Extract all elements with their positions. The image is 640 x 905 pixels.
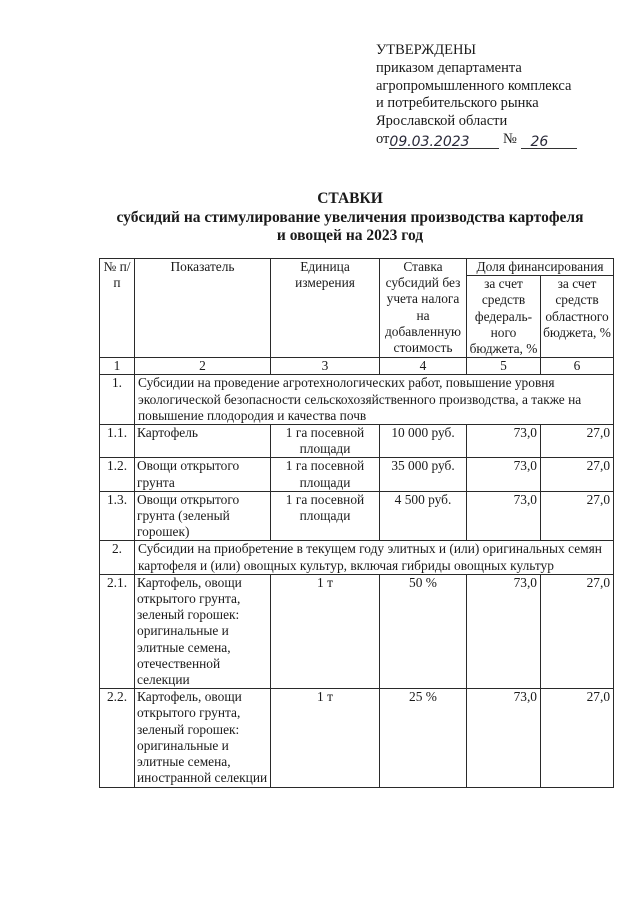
- header-federal: за счет средств федераль-ного бюджета, %: [467, 276, 541, 358]
- row-num: 1.2.: [100, 458, 135, 491]
- row-num: 1.1.: [100, 425, 135, 458]
- column-number: 2: [135, 358, 271, 375]
- row-federal: 73,0: [467, 574, 541, 688]
- date-prefix: от: [376, 130, 390, 147]
- row-rate: 10 000 руб.: [380, 425, 467, 458]
- row-num: 2.2.: [100, 689, 135, 787]
- header-rate: Ставка субсидий без учета налога на добавленную стоимость: [380, 259, 467, 358]
- table-row: [100, 689, 614, 787]
- header-num: № п/п: [100, 259, 135, 358]
- row-regional: 27,0: [541, 425, 614, 458]
- row-unit: 1 т: [271, 574, 380, 688]
- row-unit: 1 га посевной площади: [271, 425, 380, 458]
- header-indicator: Показатель: [135, 259, 271, 358]
- row-unit: 1 т: [271, 689, 380, 787]
- title-main: СТАВКИ: [317, 190, 383, 207]
- column-number: 1: [100, 358, 135, 375]
- table-row: [100, 425, 614, 458]
- row-indicator: Овощи открытого грунта: [135, 458, 271, 491]
- row-regional: 27,0: [541, 491, 614, 541]
- row-indicator: Картофель: [135, 425, 271, 458]
- table-row: [100, 541, 614, 574]
- approval-line: УТВЕРЖДЕНЫ: [376, 42, 477, 58]
- approval-line: Ярославской области: [376, 113, 508, 130]
- document-title: [0, 190, 640, 246]
- order-date: 09.03.2023: [389, 133, 470, 150]
- approval-line: и потребительского рынка: [376, 95, 539, 112]
- table-row: [100, 491, 614, 541]
- column-number: 3: [271, 358, 380, 375]
- row-rate: 4 500 руб.: [380, 491, 467, 541]
- row-indicator: Овощи открытого грунта (зеленый горошек): [135, 491, 271, 541]
- header-unit: Единица измерения: [271, 259, 380, 358]
- row-federal: 73,0: [467, 689, 541, 787]
- row-rate: 50 %: [380, 574, 467, 688]
- row-rate: 35 000 руб.: [380, 458, 467, 491]
- row-federal: 73,0: [467, 458, 541, 491]
- row-rate: 25 %: [380, 689, 467, 787]
- row-unit: 1 га посевной площади: [271, 491, 380, 541]
- row-indicator: Картофель, овощи открытого грунта, зеленый горошек: оригинальные и элитные семена, отечественной селекции: [135, 574, 271, 688]
- column-number: 4: [380, 358, 467, 375]
- row-federal: 73,0: [467, 425, 541, 458]
- row-regional: 27,0: [541, 458, 614, 491]
- column-number: 5: [467, 358, 541, 375]
- rates-table: [99, 258, 614, 788]
- approval-line: агропромышленного комплекса: [376, 77, 572, 94]
- column-number-row: [100, 358, 614, 375]
- header-share: Доля финансирования: [467, 259, 614, 276]
- table-row: [100, 458, 614, 491]
- row-federal: 73,0: [467, 491, 541, 541]
- table-row: [100, 375, 614, 425]
- row-regional: 27,0: [541, 574, 614, 688]
- order-number: 26: [530, 133, 549, 150]
- row-unit: 1 га посевной площади: [271, 458, 380, 491]
- table-body: [100, 358, 614, 787]
- section-text: Субсидии на приобретение в текущем году элитных и (или) оригинальных семян картофеля и (или) овощных культур, включая гибриды овощных культур: [135, 541, 614, 574]
- number-prefix: №: [503, 130, 517, 147]
- row-regional: 27,0: [541, 689, 614, 787]
- row-indicator: Картофель, овощи открытого грунта, зеленый горошек: оригинальные и элитные семена, иностранной селекции: [135, 689, 271, 787]
- column-number: 6: [541, 358, 614, 375]
- row-num: 1.3.: [100, 491, 135, 541]
- section-text: Субсидии на проведение агротехнологических работ, повышение уровня экологической безопасности сельскохозяйственного производства, а также на повышение плодородия и качества почв: [135, 375, 614, 425]
- row-num: 1.: [100, 375, 135, 425]
- title-subtitle-line1: субсидий на стимулирование увеличения производства картофеля: [116, 208, 584, 226]
- approval-block: [376, 42, 616, 149]
- title-subtitle-line2: и овощей на 2023 год: [276, 227, 424, 244]
- row-num: 2.1.: [100, 574, 135, 688]
- row-num: 2.: [100, 541, 135, 574]
- approval-line: приказом департамента: [376, 59, 522, 76]
- header-regional: за счет средств областного бюджета, %: [541, 276, 614, 358]
- table-row: [100, 574, 614, 688]
- order-date-line: [376, 131, 616, 149]
